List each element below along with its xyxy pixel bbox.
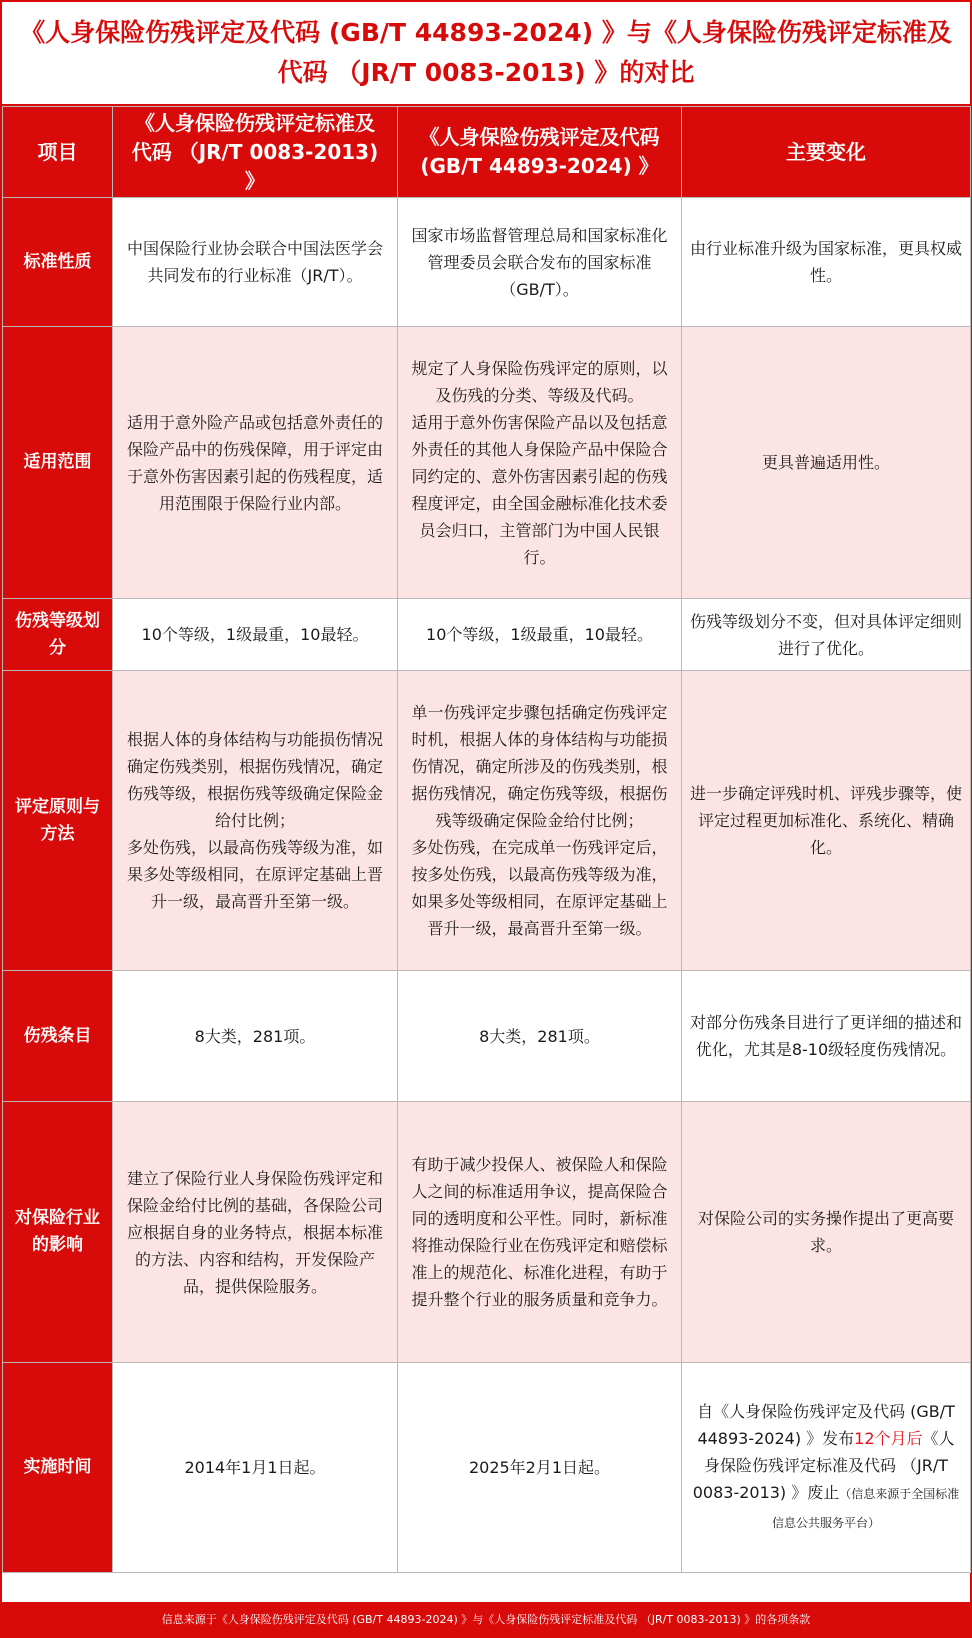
old-standard-cell: 适用于意外险产品或包括意外责任的保险产品中的伤残保障，用于评定由于意外伤害因素引起的伤残程度，适用范围限于保险行业内部。 [113,327,398,599]
old-standard-cell: 2014年1月1日起。 [113,1363,398,1573]
row-label: 伤残条目 [3,971,113,1102]
change-cell: 对保险公司的实务操作提出了更高要求。 [682,1102,971,1363]
row-label: 伤残等级划分 [3,599,113,671]
change-text-continued: 《人身保险伤残评定标准及代码 （JR/T 0083-2013) 》废止 [692,1429,955,1502]
table-header-row [3,107,971,198]
header-old-standard: 《人身保险伤残评定标准及代码 （JR/T 0083-2013) 》 [113,107,398,198]
header-new-standard: 《人身保险伤残评定及代码 (GB/T 44893-2024) 》 [398,107,682,198]
old-standard-cell: 10个等级，1级最重，10最轻。 [113,599,398,671]
old-standard-cell: 根据人体的身体结构与功能损伤情况确定伤残类别，根据伤残情况，确定伤残等级，根据伤残等级确定保险金给付比例； 多处伤残，以最高伤残等级为准，如果多处等级相同，在原评定基础上晋升一级，最高晋升至第一级。 [113,671,398,971]
change-cell: 进一步确定评残时机、评残步骤等，使评定过程更加标准化、系统化、精确化。 [682,671,971,971]
new-standard-cell: 有助于减少投保人、被保险人和保险人之间的标准适用争议，提高保险合同的透明度和公平性。同时，新标准将推动保险行业在伤残评定和赔偿标准上的规范化、标准化进程，有助于提升整个行业的服务质量和竞争力。 [398,1102,682,1363]
footer-source: 信息来源于《人身保险伤残评定及代码 (GB/T 44893-2024) 》与《人身保险伤残评定标准及代码 （JR/T 0083-2013) 》的各项条款 [2,1602,970,1636]
header-item: 项目 [3,107,113,198]
change-cell: 伤残等级划分不变，但对具体评定细则进行了优化。 [682,599,971,671]
change-text: 自《人身保险伤残评定及代码 (GB/T 44893-2024) 》发布 [697,1402,955,1448]
change-cell: 由行业标准升级为国家标准，更具权威性。 [682,198,971,327]
new-standard-cell: 10个等级，1级最重，10最轻。 [398,599,682,671]
table-row [3,671,971,971]
old-standard-cell: 建立了保险行业人身保险伤残评定和保险金给付比例的基础，各保险公司应根据自身的业务特点，根据本标准的方法、内容和结构，开发保险产品，提供保险服务。 [113,1102,398,1363]
source-note: （信息来源于全国标准信息公共服务平台） [771,1487,960,1530]
new-standard-cell: 8大类，281项。 [398,971,682,1102]
change-cell: 对部分伤残条目进行了更详细的描述和优化，尤其是8-10级轻度伤残情况。 [682,971,971,1102]
new-standard-cell: 单一伤残评定步骤包括确定伤残评定时机，根据人体的身体结构与功能损伤情况，确定所涉及的伤残类别，根据伤残情况，确定伤残等级，根据伤残等级确定保险金给付比例； 多处伤残，在完成单一伤残评定后，按多处伤残，以最高伤残等级为准，如果多处等级相同，在原评定基础上晋升一级，最高晋升至第一级。 [398,671,682,971]
table-row [3,327,971,599]
header-main-change: 主要变化 [682,107,971,198]
old-standard-cell: 8大类，281项。 [113,971,398,1102]
old-standard-cell: 中国保险行业协会联合中国法医学会共同发布的行业标准（JR/T）。 [113,198,398,327]
change-cell: 更具普遍适用性。 [682,327,971,599]
row-label: 适用范围 [3,327,113,599]
change-cell [682,1363,971,1573]
table-row [3,1102,971,1363]
new-standard-cell: 规定了人身保险伤残评定的原则，以及伤残的分类、等级及代码。 适用于意外伤害保险产品以及包括意外责任的其他人身保险产品中保险合同约定的、意外伤害因素引起的伤残程度评定，由全国金融标准化技术委员会归口，主管部门为中国人民银行。 [398,327,682,599]
table-row [3,1363,971,1573]
new-standard-cell: 2025年2月1日起。 [398,1363,682,1573]
row-label: 实施时间 [3,1363,113,1573]
table-row [3,599,971,671]
change-highlight: 12个月后 [854,1429,923,1448]
row-label: 标准性质 [3,198,113,327]
new-standard-cell: 国家市场监督管理总局和国家标准化管理委员会联合发布的国家标准（GB/T）。 [398,198,682,327]
table-row [3,971,971,1102]
row-label: 评定原则与方法 [3,671,113,971]
table-row [3,198,971,327]
page-title: 《人身保险伤残评定及代码 (GB/T 44893-2024) 》与《人身保险伤残评定标准及代码 （JR/T 0083-2013) 》的对比 [2,2,970,106]
row-label: 对保险行业的影响 [3,1102,113,1363]
comparison-table [2,106,971,1573]
